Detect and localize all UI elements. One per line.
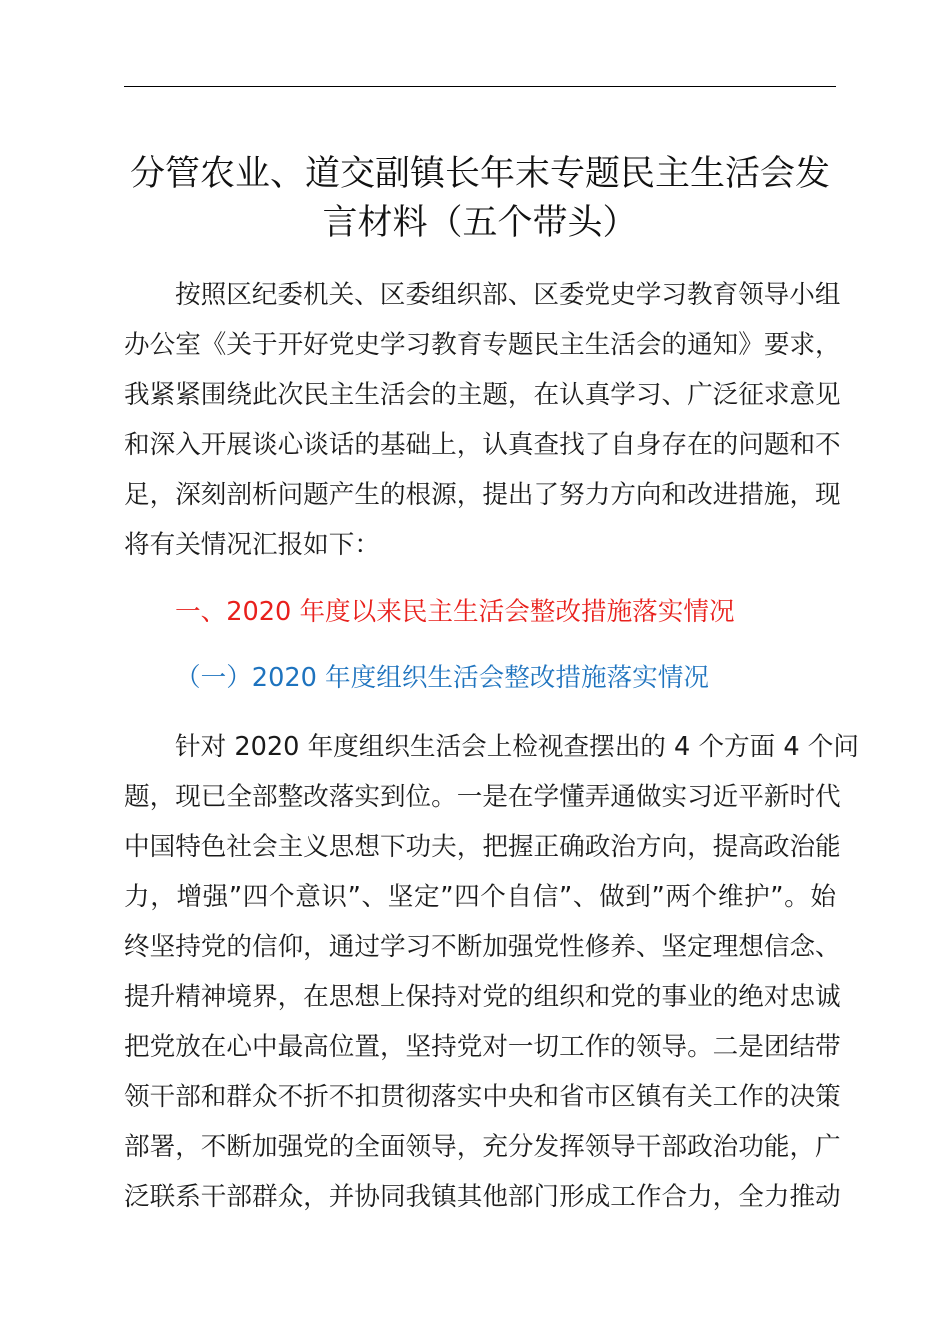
paragraph-line: 题，现已全部整改落实到位。一是在学懂弄通做实习近平新时代: [124, 782, 841, 812]
paragraph-line: 领干部和群众不折不扣贯彻落实中央和省市区镇有关工作的决策: [124, 1082, 841, 1112]
paragraph-line: 足，深刻剖析问题产生的根源，提出了努力方向和改进措施，现: [124, 480, 841, 510]
title-line: 分管农业、道交副镇长年末专题民主生活会发: [129, 154, 830, 194]
paragraph-line: 和深入开展谈心谈话的基础上，认真查找了自身存在的问题和不: [124, 430, 841, 460]
paragraph-line: 泛联系干部群众，并协同我镇其他部门形成工作合力，全力推动: [124, 1182, 841, 1212]
paragraph-line: 我紧紧围绕此次民主生活会的主题，在认真学习、广泛征求意见: [124, 380, 841, 410]
paragraph-line: 将有关情况汇报如下：: [124, 530, 380, 560]
title-line: 言材料（五个带头）: [322, 203, 638, 243]
header-rule: [124, 86, 836, 87]
document-title: [112, 150, 848, 248]
paragraph-line: 提升精神境界，在思想上保持对党的组织和党的事业的绝对忠诚: [124, 982, 841, 1012]
intro-paragraph: [124, 270, 841, 570]
paragraph-line: 中国特色社会主义思想下功夫，把握正确政治方向，提高政治能: [124, 832, 841, 862]
paragraph-line: 部署，不断加强党的全面领导，充分发挥领导干部政治功能，广: [124, 1132, 841, 1162]
paragraph-line: 力，增强”四个意识”、坚定”四个自信”、做到”两个维护”。始: [124, 882, 836, 912]
paragraph-line: 按照区纪委机关、区委组织部、区委党史学习教育领导小组: [175, 280, 841, 310]
paragraph-line: 办公室《关于开好党史学习教育专题民主生活会的通知》要求，: [124, 330, 841, 360]
body-paragraph: [124, 722, 859, 1222]
paragraph-line: 终坚持党的信仰，通过学习不断加强党性修养、坚定理想信念、: [124, 932, 841, 962]
paragraph-line: 针对 2020 年度组织生活会上检视查摆出的 4 个方面 4 个问: [175, 732, 859, 762]
section-heading-1: 一、2020 年度以来民主生活会整改措施落实情况: [175, 597, 735, 627]
paragraph-line: 把党放在心中最高位置，坚持党对一切工作的领导。二是团结带: [124, 1032, 841, 1062]
section-heading-2: （一）2020 年度组织生活会整改措施落实情况: [175, 663, 709, 693]
